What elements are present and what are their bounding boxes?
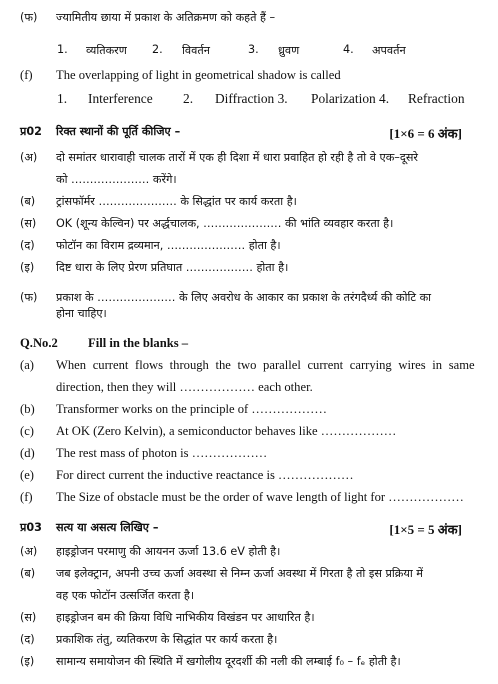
option-number: 4. bbox=[343, 43, 354, 56]
question-label: प्र02 bbox=[20, 125, 42, 138]
item-marker: (f) bbox=[20, 68, 33, 82]
item-marker: (c) bbox=[20, 424, 34, 438]
item-marker: (फ) bbox=[20, 11, 38, 24]
option-number: 1. bbox=[57, 91, 68, 106]
item-text: वह एक फोटॉन उत्सर्जित करता है। bbox=[56, 589, 195, 602]
item-text: For direct current the inductive reactance is ……………… bbox=[56, 468, 354, 482]
option-text: Diffraction 3. bbox=[215, 91, 288, 106]
marks-label: [1×5 = 5 अंक] bbox=[389, 522, 462, 537]
item-text: प्रकाश के ………………… के लिए अवरोध के आकार का प्रकाश के तरंगदैर्ध्य की कोटि का bbox=[56, 291, 432, 304]
question-label: Q.No.2 bbox=[20, 336, 58, 350]
question-label: प्र03 bbox=[20, 521, 42, 534]
item-marker: (द) bbox=[20, 239, 35, 252]
item-marker: (इ) bbox=[20, 261, 35, 274]
question-text: ज्यामितीय छाया में प्रकाश के अतिक्रमण को कहते हैं – bbox=[56, 11, 276, 24]
item-marker: (फ) bbox=[20, 291, 38, 304]
item-text: सामान्य समायोजन की स्थिति में खगोलीय दूरदर्शी की नली की लम्बाई f₀ – fₑ होती है। bbox=[56, 655, 401, 668]
item-marker: (द) bbox=[20, 633, 35, 646]
item-text: होना चाहिए। bbox=[56, 307, 107, 320]
option-number: 2. bbox=[183, 91, 194, 106]
option-text: ध्रुवण bbox=[278, 44, 300, 57]
option-text: Refraction bbox=[408, 91, 465, 106]
item-text: Transformer works on the principle of ……………… bbox=[56, 402, 327, 416]
option-text: Polarization 4. bbox=[311, 91, 390, 106]
item-marker: (a) bbox=[20, 358, 34, 372]
item-marker: (ब) bbox=[20, 195, 36, 208]
item-text: दो समांतर धारावाही चालक तारों में एक ही दिशा में धारा प्रवाहित हो रही है तो वे एक–दूसरे bbox=[56, 151, 418, 164]
option-number: 3. bbox=[248, 43, 259, 56]
item-marker: (स) bbox=[20, 217, 37, 230]
item-text: direction, then they will ……………… each other. bbox=[56, 380, 313, 394]
option-text: Interference bbox=[88, 91, 153, 106]
item-text: हाइड्रोजन परमाणु की आयनन ऊर्जा 13.6 eV होती है। bbox=[56, 545, 281, 558]
item-text: प्रकाशिक तंतु, व्यतिकरण के सिद्धांत पर कार्य करता है। bbox=[56, 633, 278, 646]
item-text: The Size of obstacle must be the order of wave length of light for ……………… bbox=[56, 490, 464, 504]
item-text: OK (शून्य केल्विन) पर अर्द्धचालक, ………………… की भांति व्यवहार करता है। bbox=[56, 217, 394, 230]
question-title: सत्य या असत्य लिखिए – bbox=[56, 521, 159, 534]
marks-label: [1×6 = 6 अंक] bbox=[389, 126, 462, 141]
question-title: Fill in the blanks – bbox=[88, 336, 189, 350]
item-marker: (अ) bbox=[20, 545, 38, 558]
item-text: को ………………… करेंगे। bbox=[56, 173, 177, 186]
option-text: अपवर्तन bbox=[372, 44, 406, 57]
option-text: विवर्तन bbox=[182, 44, 210, 57]
item-text: ट्रांसफॉर्मर ………………… के सिद्धांत पर कार्य करता है। bbox=[56, 195, 297, 208]
item-text: When current flows through the two parallel current carrying wires in same bbox=[56, 358, 475, 372]
item-marker: (f) bbox=[20, 490, 33, 504]
item-text: हाइड्रोजन बम की क्रिया विधि नाभिकीय विखंडन पर आधारित है। bbox=[56, 611, 315, 624]
item-text: फोटॉन का विराम द्रव्यमान, ………………… होता है। bbox=[56, 239, 281, 252]
item-marker: (e) bbox=[20, 468, 34, 482]
item-text: At OK (Zero Kelvin), a semiconductor behaves like ……………… bbox=[56, 424, 397, 438]
item-marker: (इ) bbox=[20, 655, 35, 668]
option-text: व्यतिकरण bbox=[86, 44, 127, 57]
item-text: The rest mass of photon is ……………… bbox=[56, 446, 268, 460]
item-marker: (b) bbox=[20, 402, 35, 416]
question-title: रिक्त स्थानों की पूर्ति कीजिए – bbox=[56, 125, 181, 138]
item-marker: (स) bbox=[20, 611, 37, 624]
question-text: The overlapping of light in geometrical shadow is called bbox=[56, 68, 341, 82]
option-number: 1. bbox=[57, 43, 68, 56]
item-text: जब इलेक्ट्रान, अपनी उच्च ऊर्जा अवस्था से निम्न ऊर्जा अवस्था में गिरता है तो इस प्रक्रिया में bbox=[56, 567, 423, 580]
item-text: दिष्ट धारा के लिए प्रेरण प्रतिघात ……………… होता है। bbox=[56, 261, 289, 274]
item-marker: (ब) bbox=[20, 567, 36, 580]
item-marker: (अ) bbox=[20, 151, 38, 164]
item-marker: (d) bbox=[20, 446, 35, 460]
option-number: 2. bbox=[152, 43, 163, 56]
